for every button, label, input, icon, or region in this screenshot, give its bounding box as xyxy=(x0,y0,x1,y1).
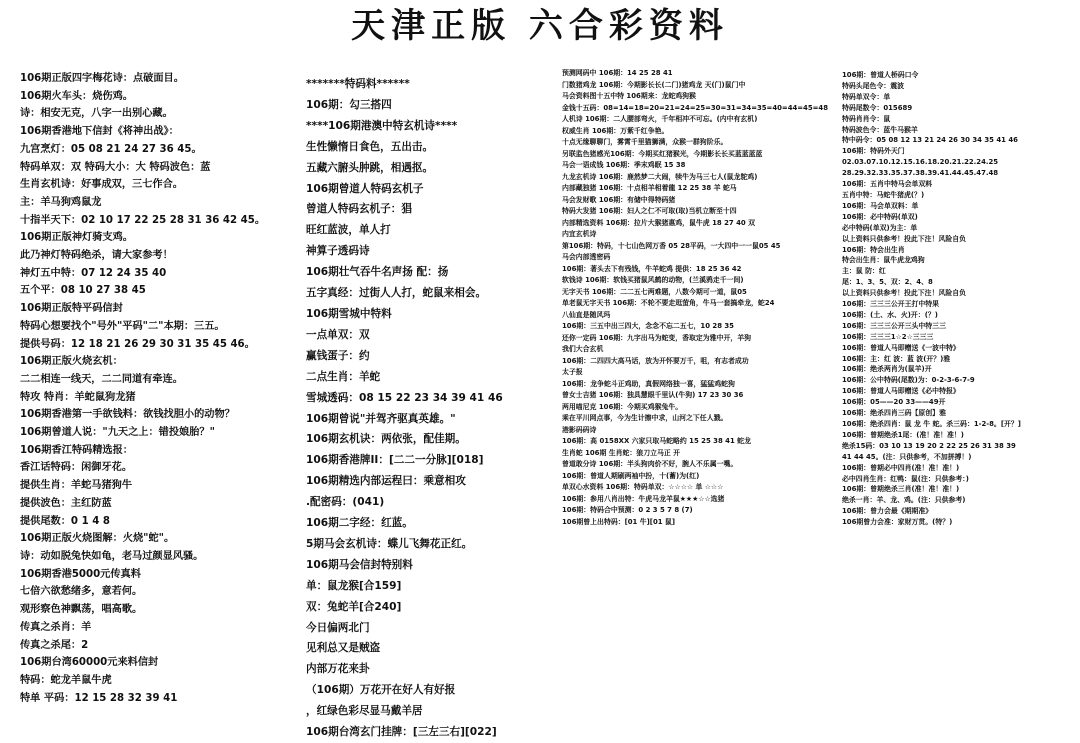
text-line: 港影码码诗 xyxy=(562,425,597,434)
text-line: 以上资料只供参考！投此下注！风险自负 xyxy=(842,234,967,243)
text-line: 106期雪城中特料 xyxy=(306,307,392,320)
text-line: 106期：曾道人马即赠送《必中特报》 xyxy=(842,387,960,396)
text-line: 太子报 xyxy=(562,368,583,376)
text-line: 特会出生肖：鼠牛虎龙鸡狗 xyxy=(842,256,925,265)
text-line: 诗：相安无克，八字一出别心藏。 xyxy=(20,108,173,120)
text-line: 106期玄机诀：两依张，配佳期。 xyxy=(306,433,466,446)
text-line: 5期马会玄机诗：蝶儿飞舞花正红。 xyxy=(306,537,473,550)
text-line: 预测网码中 106期：14 25 28 41 xyxy=(562,69,673,77)
text-line: 特码心想要找个"号外"平码"二"本期：三五。 xyxy=(20,320,225,332)
column-2 xyxy=(306,74,554,743)
text-line: 绝杀15码：03 10 13 19 20 2 22 25 26 31 38 39 xyxy=(842,441,1016,450)
text-line: 106期曾道人说："九天之上：错投娘胎？" xyxy=(20,427,215,439)
text-line: 无字天书 106期：二二五七两难题，八数今期可一道，鼠05 xyxy=(562,287,747,296)
text-line: 神算子透码诗 xyxy=(306,245,370,258)
text-line: 特码单双：双 特码大小：大 特码波色：蓝 xyxy=(20,161,211,173)
text-line: 特码肖肖令：鼠 xyxy=(842,114,891,123)
text-line: 106期台湾60000元来料信封 xyxy=(20,657,159,669)
text-line: 另联监色猪感光106期：今期买红猪猴光，今期影长长买蓝蓝蓝蓝 xyxy=(562,149,763,158)
text-line: 106期：参用八肖出特：牛虎马龙羊鼠★★★☆☆选猪 xyxy=(562,494,725,503)
text-line: 106期曾说"并驾齐驱真英雄。" xyxy=(306,412,456,425)
text-line: 106期：曾道人期刷两袖中扮，十(蓄)为(红) xyxy=(562,471,700,480)
text-line: 特码单双令：单 xyxy=(842,92,891,101)
text-line: 门数猪鸡龙 106期：今期影长长(二门)猪鸡龙 天(门)鼠门中 xyxy=(562,80,746,89)
text-line: 内部精选资料 106期：拉片大猴猪惠鸡，鼠牛虎 18 27 40 双 xyxy=(562,218,755,227)
text-line: 一点单双：双 xyxy=(306,328,370,341)
text-line: 特攻 特肖：羊蛇鼠狗龙猪 xyxy=(20,391,136,403)
text-line: 九龙玄机诗 106期：鹿然梦二大闹，犊牛为马三七人(鼠龙鸵鸡) xyxy=(562,172,758,181)
text-line: 106期：三三三公开王打中特果 xyxy=(842,300,940,309)
text-line: 此乃神灯特码绝杀，请大家参考！ xyxy=(20,250,173,262)
text-line: 马会内部透密码 xyxy=(562,253,611,261)
text-line: 二点生肖：羊蛇 xyxy=(306,370,381,383)
text-line: 106期：五肖中特马会单双料 xyxy=(842,180,933,189)
text-line: 106期曾上出特码：[01 牛][01 鼠] xyxy=(562,517,675,526)
text-line: 特码大发猪 106期：妇人之仁不可取(取)当机立断至十四 xyxy=(562,207,737,215)
text-line: 特中码令：05 08 12 13 21 24 26 30 34 35 41 46 xyxy=(842,136,1018,145)
text-line: .配密码：(041) xyxy=(306,496,385,509)
column-4 xyxy=(842,70,1072,528)
text-line: 旺红蓝波，单人打 xyxy=(306,224,391,237)
text-line: （106期）万花开在好人有好报 xyxy=(306,684,456,697)
column-1 xyxy=(20,70,295,707)
text-line: 生肖蛇 106期 生肖蛇：狼刀立马正 开 xyxy=(562,448,681,457)
text-line: 九宫烹灯：05 08 21 24 27 36 45。 xyxy=(20,143,202,155)
text-line: 两用喵尼克 106期：今期买鸡猴兔牛。 xyxy=(562,402,683,411)
text-line: 特码尾数令：015689 xyxy=(842,103,913,112)
text-line: 必中特码(单双)为主：单 xyxy=(842,223,918,232)
text-line: 以上资料只供参考！投此下注！风险自负 xyxy=(842,289,967,298)
text-line: 马会一语成钱 106期：季末鸡眠 15 38 xyxy=(562,161,686,169)
text-line: 41 44 45。(注：只供参考，不加拼搏！) xyxy=(842,452,972,461)
text-line: 特码：蛇龙羊鼠牛虎 xyxy=(20,674,112,686)
text-line: 106期：马会单双料：单 xyxy=(842,201,919,210)
text-line: 金钱十五码：08=14=18=20=21=24=25=30=31=34=35=40=44=45=48 xyxy=(562,103,829,112)
text-line: 五肖中特：马蛇牛猪虎(？) xyxy=(842,190,925,199)
text-line: 内部藏独猪 106期：十点相羊相着龍 12 25 38 羊 蛇马 xyxy=(562,184,737,192)
text-line: 106期：公中特码(尾数)为：0-2-3-6-7-9 xyxy=(842,376,975,385)
text-line: 曾道敢分诗 106期：半头狗肉价不好，腕人不乐属一嘴。 xyxy=(562,460,738,468)
text-line: 106期：绝杀两肖为(鼠羊)开 xyxy=(842,365,932,374)
text-line: 尾：1、3、5、双：2、4、8 xyxy=(842,278,933,287)
text-line: 还你一定码 106期：九字出马为蛇变，香取定为雅中开，羊狗 xyxy=(562,333,752,342)
text-line: 106期正版神灯骑支鸡。 xyxy=(20,232,133,244)
text-line: 人机诗 106期：二人腰部弯火，千年相冲不可忘。(内中有玄机) xyxy=(562,115,758,123)
text-line: 106期：必中特码(单双) xyxy=(842,212,918,221)
text-line: 必中四肖生肖：红鸭：鼠(注：只供参考：) xyxy=(842,474,969,483)
text-line: 五字真经：过街人人打，蛇鼠来相会。 xyxy=(306,287,487,300)
text-line: 双：兔蛇羊[合240] xyxy=(306,600,402,613)
text-line: 106期二字经：红蓝。 xyxy=(306,517,413,530)
text-line: 106期：三三三公开三头中特三三 xyxy=(842,321,946,330)
text-line: ，红绿色彩尽显马戴羊居 xyxy=(306,705,423,718)
text-line: 曾女士吉猪 106期：独具慧眼千里认(牛狗) 17 23 30 36 xyxy=(562,391,744,399)
text-line: 106期：曾期绝杀1尾：(准！准！准！) xyxy=(842,430,964,439)
text-line: 106期：绝杀四肖：鼠 龙 牛 蛇。杀三码：1-2-8。[开？] xyxy=(842,420,1021,428)
text-line: 生肖玄机诗：好事成双，三七作合。 xyxy=(20,179,183,191)
text-line: 106期：曾道人马即赠送《一波中特》 xyxy=(842,343,960,352)
text-line: 见利总又是贼盗 xyxy=(306,642,381,655)
text-line: *******特码料****** xyxy=(306,78,410,90)
text-line: 106期香港5000元传真料 xyxy=(20,568,141,580)
text-line: 提供号码：12 18 21 26 29 30 31 35 45 46。 xyxy=(20,338,255,350)
text-line: 单双心水资料 106期：特码单双：☆☆☆☆ 单 ☆☆☆ xyxy=(562,483,724,491)
text-line: 马会资料图十五中特 106期来：龙蛇鸡狗猴 xyxy=(562,92,696,100)
text-line: 特码头尾色令：震波 xyxy=(842,81,905,90)
text-line: 106期：三三三1☆2☆三三三 xyxy=(842,332,934,341)
text-line: 106期：曾期绝杀三肖(准！准！准！) xyxy=(842,485,960,494)
text-line: 特单 平码：12 15 28 32 39 41 xyxy=(20,692,178,704)
text-line: 绝杀一肖：羊、龙、鸡。(注：只供参考) xyxy=(842,496,966,505)
text-line: 雪城透码：08 15 22 23 34 39 41 46 xyxy=(306,391,503,404)
text-line: 106期：高 0158XX 六家只取马蛇略约 15 25 38 41 蛇龙 xyxy=(562,437,751,445)
text-line: 106期：龙争蛇斗正鸡助，真假网络独一喜，猛猛鸡蛇狗 xyxy=(562,379,735,388)
text-line: ****106期港澳中特玄机诗**** xyxy=(306,119,458,132)
text-line: 106期：曾道人桥码口令 xyxy=(842,71,919,79)
text-line: 106期曾力会准：家财万贯。(特？) xyxy=(842,518,953,527)
text-line: 乘在平川网点事，今为生计擦中求，山河之下任人戮。 xyxy=(562,414,728,422)
text-line: 106期火车头：烧伤鸡。 xyxy=(20,90,133,102)
text-line: 106期香港地下信封《将神出战》： xyxy=(20,126,179,138)
text-line: 曾道人特码玄机子：猖 xyxy=(306,203,412,216)
text-line: 十点无缘聊聊门，雾霄千里猫狮满，众猴一群狗阶乐。 xyxy=(562,138,728,146)
text-line: 内部万花来卦 xyxy=(306,663,370,676)
text-line: 八仙直是随风玛 xyxy=(562,310,611,319)
text-line: 28.29.32.33.35.37.38.39.41.44.45.47.48 xyxy=(842,169,999,178)
text-line: 马会发财歌 106期：有储中得特码猪 xyxy=(562,195,676,204)
text-line: 106期香江特码精选报： xyxy=(20,444,133,456)
text-line: 香江话特码：闲御牙花。 xyxy=(20,462,133,474)
text-line: 02.03.07.10.12.15.16.18.20.21.22.24.25 xyxy=(842,158,999,167)
text-line: 106期：绝杀四肖三码【原创】雅 xyxy=(842,409,946,418)
text-line: 我们大合玄机 xyxy=(562,345,604,353)
text-line: 106期正版特平码信封 xyxy=(20,303,123,315)
text-line: 106期：曾力会最《期期准》 xyxy=(842,507,933,516)
text-line: 提供生肖：羊蛇马猪狗牛 xyxy=(20,480,133,492)
text-line: 特码波色令：蓝牛马猴羊 xyxy=(842,125,918,134)
text-line: 106期：主：红 波：蓝 波(开？)雅 xyxy=(842,354,951,363)
text-line: 106期：三五中出三四大，念念不忘二五七，10 28 35 xyxy=(562,322,734,330)
text-line: 106期正版四字梅花诗：点破面目。 xyxy=(20,73,184,84)
text-line: 今日偏两北门 xyxy=(306,621,370,634)
text-line: 106期正版火烧图解：火烧"蛇"。 xyxy=(20,533,175,545)
text-line: 七倍六欲愁绪多，意若何。 xyxy=(20,586,143,598)
text-line: 神灯五中特：07 12 24 35 40 xyxy=(20,267,167,279)
text-line: 106期香港第一手欲钱料：欲钱找胆小的动物？ xyxy=(20,409,235,421)
text-line: 提供尾数：0 1 4 8 xyxy=(20,515,110,527)
text-line: 生性懒惰日食色，五出击。 xyxy=(306,140,434,153)
text-line: 106期香港牌II：[二二一分脉][018] xyxy=(306,454,484,467)
text-line: 106期台湾玄门挂牌：[三左三右][022] xyxy=(306,726,497,739)
text-line: 106期马会信封特别料 xyxy=(306,558,413,571)
page-title: 天津正版 六合彩资料 xyxy=(351,6,729,46)
text-line: 诗：动如脱兔快如龟，老马过颜显风骚。 xyxy=(20,550,204,562)
text-line: 二二相连一线天，二二同道有牵连。 xyxy=(20,373,183,385)
text-line: 观形察色神飘荡，唱高歌。 xyxy=(20,604,143,616)
text-line: 106期曾道人特码玄机子 xyxy=(306,182,424,195)
text-line: 软钱诗 106期：软钱买猪鼠风鹤的动物，(兰溪鸦走千一间) xyxy=(562,276,744,284)
text-line: 单：鼠龙猴[合159] xyxy=(306,579,402,592)
text-line: 五个平：08 10 27 38 45 xyxy=(20,285,146,297)
text-line: 106期：特码外天门 xyxy=(842,147,905,156)
text-line: 五藏六腑头肿跳，相遇抠。 xyxy=(306,161,434,174)
column-3 xyxy=(562,68,834,528)
text-line: 十指半天下：02 10 17 22 25 28 31 36 42 45。 xyxy=(20,214,266,226)
text-line: 106期正版火烧玄机： xyxy=(20,356,123,368)
text-line: 单老鼠无字天书 106期：不轮不要走逛萤角，牛马一套搞牵龙，蛇24 xyxy=(562,299,775,307)
text-line: 提供波色：主红防蓝 xyxy=(20,497,112,509)
text-line: 权威生肖 106期：万紫千红争艳。 xyxy=(562,126,669,135)
text-line: 传真之杀肖：羊 xyxy=(20,621,92,633)
text-line: 106期：曾期必中四肖(准！准！准！) xyxy=(842,463,960,472)
text-line: 106期：勾三搭四 xyxy=(306,98,392,111)
text-line: 第106期：特码，十七山色网万香 05 28平码，一大四中一一鼠05 45 xyxy=(562,241,781,250)
text-line: 赢钱蛋子：约 xyxy=(306,349,370,362)
text-line: 传真之杀尾：2 xyxy=(20,639,89,651)
text-line: 106期：特会出生肖 xyxy=(842,245,905,254)
text-line: 106期：特码合中预测：0 2 3 5 7 8 (7) xyxy=(562,506,693,514)
text-line: 106期精选内部运程曰：乘意相攻 xyxy=(306,475,466,488)
text-line: 内宜玄机诗 xyxy=(562,230,597,238)
text-line: 106期：(土、水、火)开：(？) xyxy=(842,310,938,319)
text-line: 主：鼠 防：红 xyxy=(842,267,886,276)
text-line: 主：羊马狗鸡鼠龙 xyxy=(20,196,102,208)
text-line: 106期：二四四大高马话，放为开怀要万千，咀，有志者成功 xyxy=(562,356,749,365)
text-line: 106期：著头去下有残钱，牛羊蛇鸡 提供：18 25 36 42 xyxy=(562,264,742,273)
text-line: 106期壮气吞牛名声扬 配：扬 xyxy=(306,266,449,279)
text-line: 106期：05——20 33——49开 xyxy=(842,398,946,407)
